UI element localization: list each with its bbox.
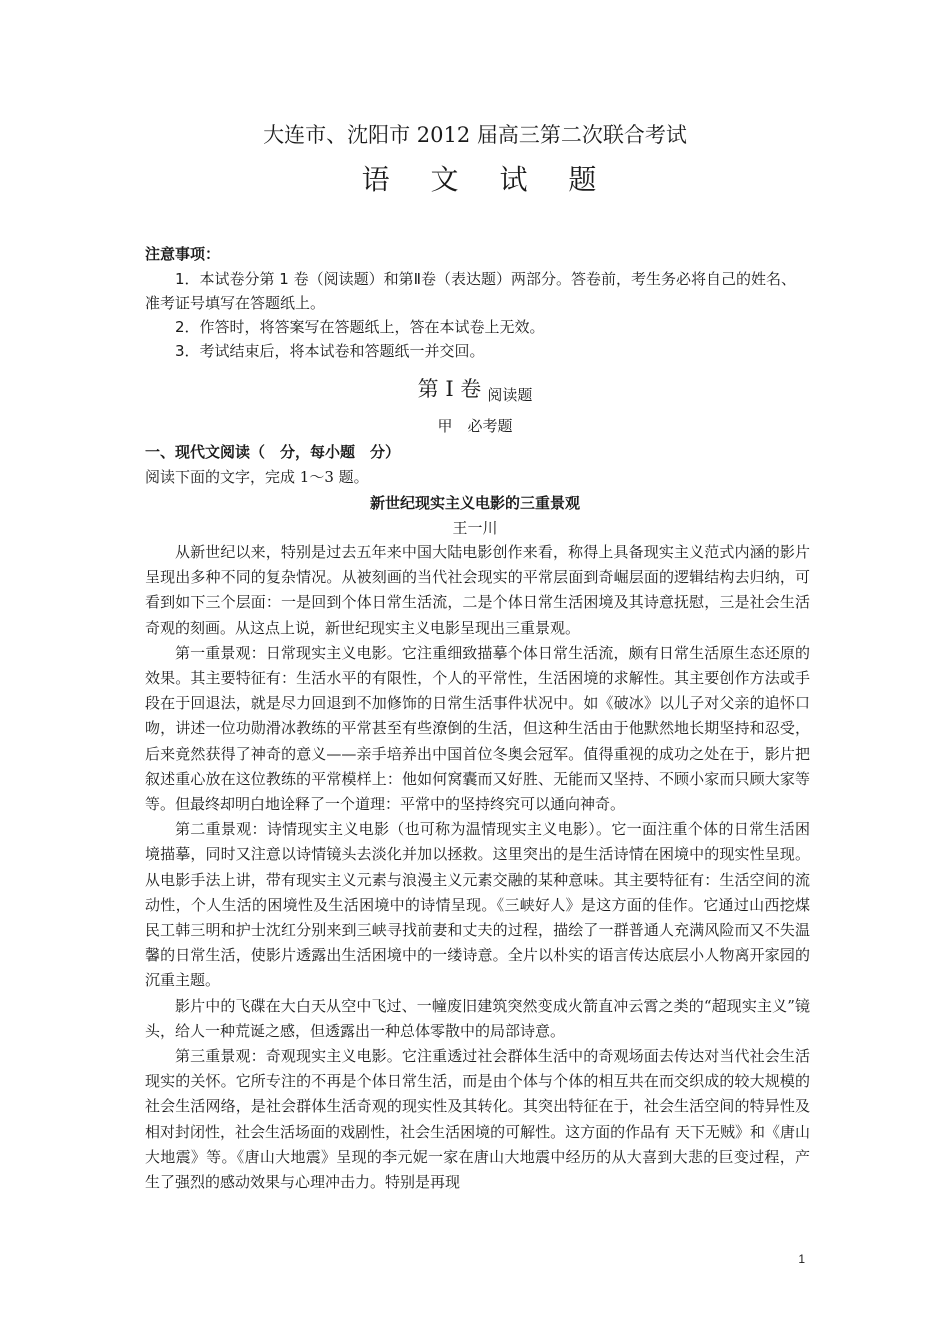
notice-item: 2．作答时，将答案写在答题纸上，答在本试卷上无效。 xyxy=(175,318,545,336)
section-label: 甲 必考题 xyxy=(437,417,513,435)
article-paragraph: 影片中的飞碟在大白天从空中飞过、一幢废旧建筑突然变成火箭直冲云霄之类的“超现实主义”镜头，给人一种荒诞之感，但透露出一种总体零散中的局部诗意。 xyxy=(145,996,810,1040)
article-title: 新世纪现实主义电影的三重景观 xyxy=(369,494,580,512)
subject-title: 语 文 试 题 xyxy=(361,163,613,196)
notice-heading: 注意事项： xyxy=(145,245,221,263)
notice-list xyxy=(145,267,810,363)
exam-title: 大连市、沈阳市 2012 届高三第二次联合考试 xyxy=(263,123,687,147)
page-number: 1 xyxy=(798,1252,805,1266)
volume-label: 第 I 卷 xyxy=(417,377,482,401)
volume-name: 阅读题 xyxy=(487,386,533,404)
article-body xyxy=(145,540,810,1195)
article-paragraph: 第一重景观：日常现实主义电影。它注重细致描摹个体日常生活流，颇有日常生活原生态还原的效果。其主要特征有：生活水平的有限性，个人的平常性，生活困境的求解性。其主要创作方法或手段在于回退法，就是尽力回退到不加修饰的日常生活事件状况中。如《破冰》以儿子对父亲的追怀口吻，讲述一位功勋滑冰教练的平常甚至有些潦倒的生活，但这种生活由于他默然地长期坚持和忍受，后来竟然获得了神奇的意义——亲手培养出中国首位冬奥会冠军。值得重视的成功之处在于，影片把叙述重心放在这位教练的平常模样上：他如何窝囊而又好胜、无能而又坚持、不顾小家而只顾大家等等。但最终却明白地诠释了一个道理：平常中的坚持终究可以通向神奇。 xyxy=(145,643,810,814)
part-heading: 一、现代文阅读（ 分，每小题 分） xyxy=(145,443,401,461)
article-author: 王一川 xyxy=(452,519,498,537)
notice-item: 1．本试卷分第 1 卷（阅读题）和第Ⅱ卷（表达题）两部分。答卷前，考生务必将自己的姓名、准考证号填写在答题纸上。 xyxy=(145,270,797,312)
article-paragraph: 第三重景观：奇观现实主义电影。它注重透过社会群体生活中的奇观场面去传达对当代社会生活现实的关怀。它所专注的不再是个体日常生活，而是由个体与个体的相互共在而交织成的较大规模的社会生活网络，是社会群体生活奇观的现实性及其转化。其突出特征在于，社会生活空间的特异性及相对封闭性，社会生活场面的戏剧性，社会生活困境的可解性。这方面的作品有 天下无贼》和《唐山大地震》等。《唐山大地震》呈现的李元妮一家在唐山大地震中经历的从大喜到大悲的巨变过程，产生了强烈的感动效果与心理冲击力。特别是再现 xyxy=(145,1047,810,1192)
volume-heading xyxy=(0,374,950,406)
article-paragraph: 第二重景观：诗情现实主义电影（也可称为温情现实主义电影）。它一面注重个体的日常生活困境描摹，同时又注意以诗情镜头去淡化并加以拯救。这里突出的是生活诗情在困境中的现实性呈现。从电影手法上讲，带有现实主义元素与浪漫主义元素交融的某种意味。其主要特征有：生活空间的流动性，个人生活的困境性及生活困境中的诗情呈现。《三峡好人》是这方面的佳作。它通过山西挖煤民工韩三明和护士沈红分别来到三峡寻找前妻和丈夫的过程，描绘了一群普通人充满风险而又不失温馨的日常生活，使影片透露出生活困境中的一缕诗意。全片以朴实的语言传达底层小人物离开家园的沉重主题。 xyxy=(145,820,810,990)
reading-instruction: 阅读下面的文字，完成 1～3 题。 xyxy=(145,468,369,486)
notice-item: 3．考试结束后，将本试卷和答题纸一并交回。 xyxy=(175,342,485,360)
article-paragraph: 从新世纪以来，特别是过去五年来中国大陆电影创作来看，称得上具备现实主义范式内涵的影片呈现出多种不同的复杂情况。从被刻画的当代社会现实的平常层面到奇崛层面的逻辑结构去归纳，可看到如下三个层面：一是回到个体日常生活流，二是个体日常生活困境及其诗意抚慰，三是社会生活奇观的刻画。从这点上说，新世纪现实主义电影呈现出三重景观。 xyxy=(145,543,810,637)
